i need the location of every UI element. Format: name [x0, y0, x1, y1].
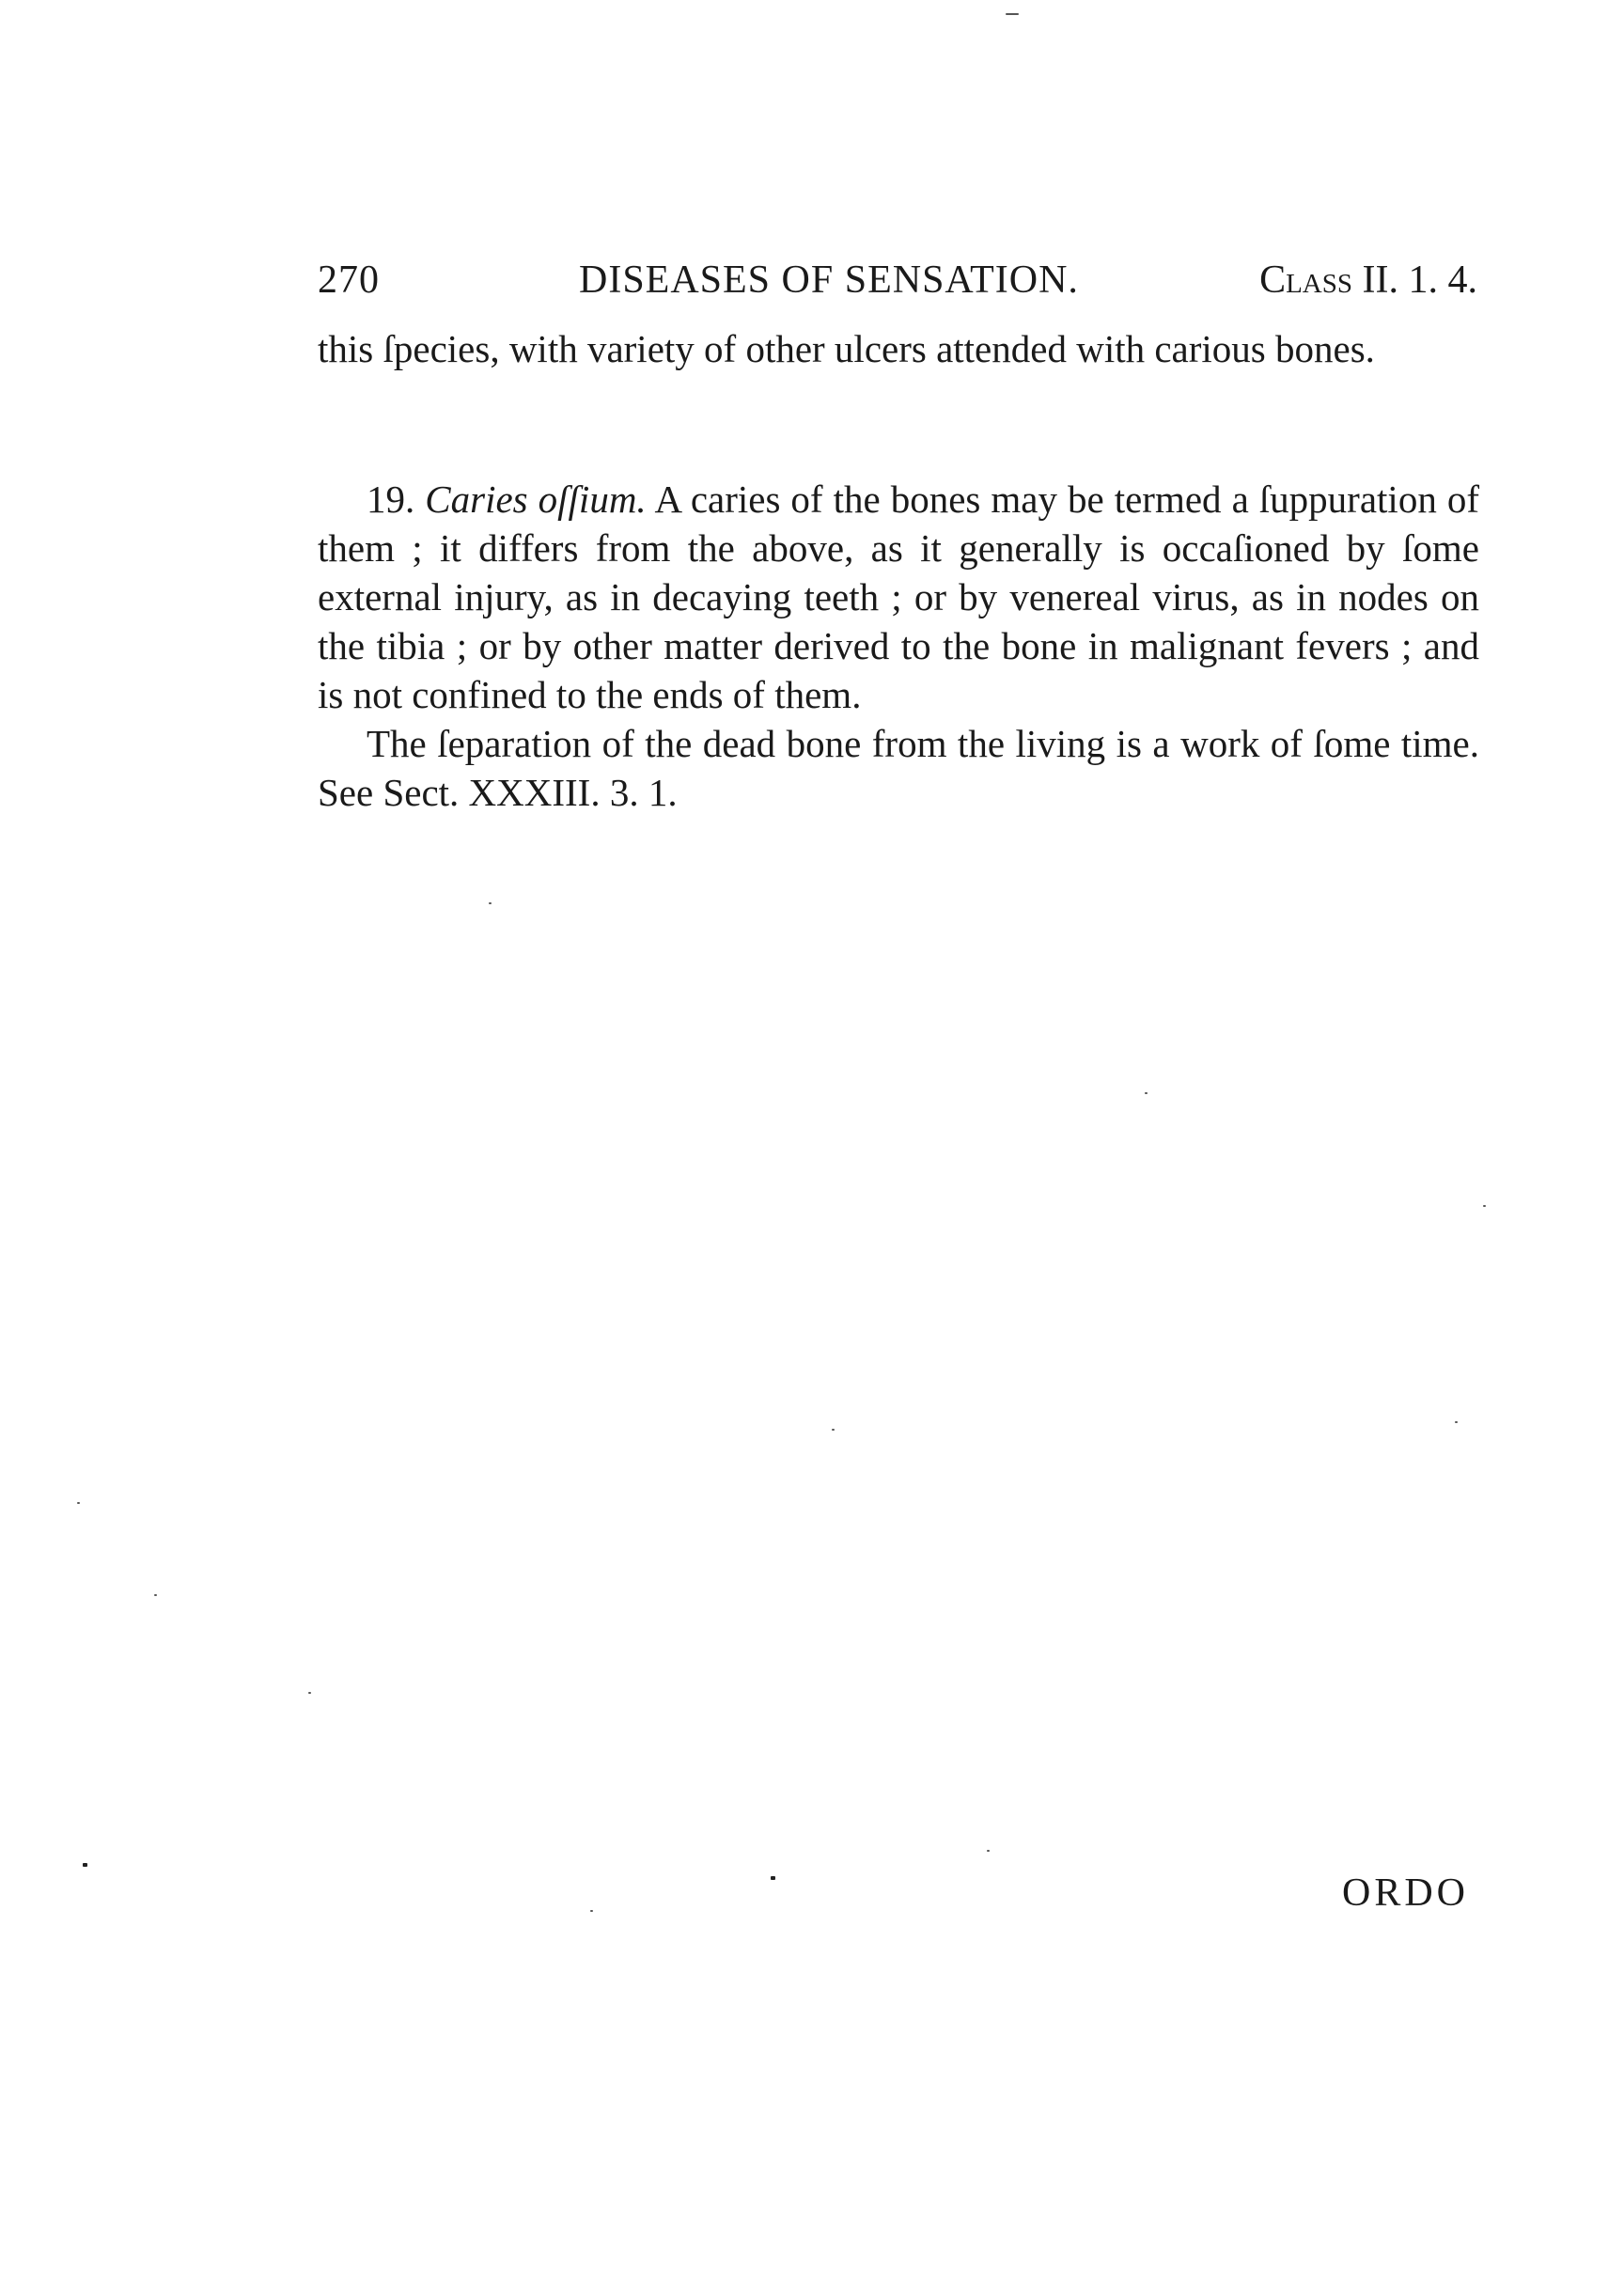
continuation-text: this ſpecies, with variety of other ulcers attended with carious bones. — [318, 327, 1375, 370]
entry-name: Caries oſſium. — [425, 478, 647, 521]
catchword: ORDO — [1342, 1871, 1470, 1915]
class-numbers: II. 1. 4. — [1352, 258, 1477, 302]
page-number: 270 — [318, 258, 380, 302]
scan-speck — [771, 1876, 775, 1880]
scan-speck — [1455, 1421, 1458, 1423]
scan-speck — [987, 1850, 990, 1852]
continuation-paragraph — [318, 324, 1479, 373]
scan-speck — [832, 1429, 835, 1431]
entry-number: 19. — [367, 478, 415, 521]
second-paragraph: The ſeparation of the dead bone from the living is a work of ſome time. See Sect. XXXIII. 3. 1. — [318, 722, 1479, 814]
scan-speck — [590, 1910, 593, 1912]
running-title: DISEASES OF SENSATION. — [579, 258, 1079, 302]
entry-block — [318, 475, 1479, 817]
class-word: Class — [1259, 258, 1353, 302]
scan-speck — [83, 1863, 87, 1867]
entry-text: A caries of the bones may be termed a ſuppuration of them ; it differs from the above, as it generally is occaſioned by ſome external injury, as in decaying teeth ; or by venereal virus, as in nodes on the tibia ; or by other matter derived to the bone in malignant fevers ; and is not confined to the ends of them. — [318, 478, 1479, 716]
running-head — [318, 252, 1477, 308]
scan-speck — [1483, 1205, 1486, 1207]
class-reference — [1259, 252, 1477, 308]
scan-speck — [1006, 13, 1019, 15]
entry-paragraph — [318, 475, 1479, 719]
scan-speck — [489, 902, 492, 904]
scan-speck — [1145, 1092, 1148, 1094]
scan-speck — [77, 1502, 80, 1504]
scan-speck — [154, 1594, 157, 1596]
scan-speck — [308, 1692, 311, 1694]
